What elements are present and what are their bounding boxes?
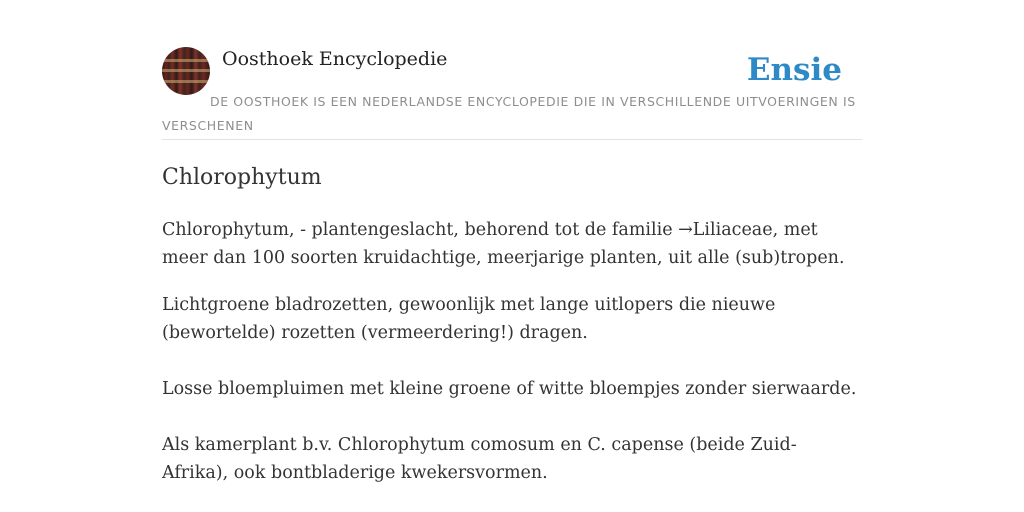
article-paragraph: Lichtgroene bladrozetten, gewoonlijk met lange uitlopers die nieuwe (bewortelde) rozetten (vermeerdering!) dragen.	[162, 295, 776, 343]
article-paragraph: Chlorophytum, - plantengeslacht, behorend tot de familie →Liliaceae, met meer dan 100 soorten kruidachtige, meerjarige planten, uit alle (sub)tropen.	[162, 220, 845, 268]
site-name[interactable]: Oosthoek Encyclopedie	[222, 48, 448, 70]
article-paragraph: Losse bloempluimen met kleine groene of witte bloempjes zonder sierwaarde.	[162, 379, 857, 399]
encyclopedia-books-avatar[interactable]	[162, 47, 210, 95]
header	[162, 46, 862, 140]
site-tagline-text: DE OOSTHOEK IS EEN NEDERLANDSE ENCYCLOPEDIE DIE IN VERSCHILLENDE UITVOERINGEN IS VERSCHENEN	[162, 94, 856, 133]
article-body	[162, 216, 862, 487]
ensie-logo-link[interactable]: Ensie	[746, 52, 842, 88]
article-paragraph: Als kamerplant b.v. Chlorophytum comosum en C. capense (beide Zuid-Afrika), ook bontbladerige kwekersvormen.	[162, 435, 797, 483]
article-title: Chlorophytum	[162, 165, 322, 190]
site-tagline	[162, 90, 862, 138]
